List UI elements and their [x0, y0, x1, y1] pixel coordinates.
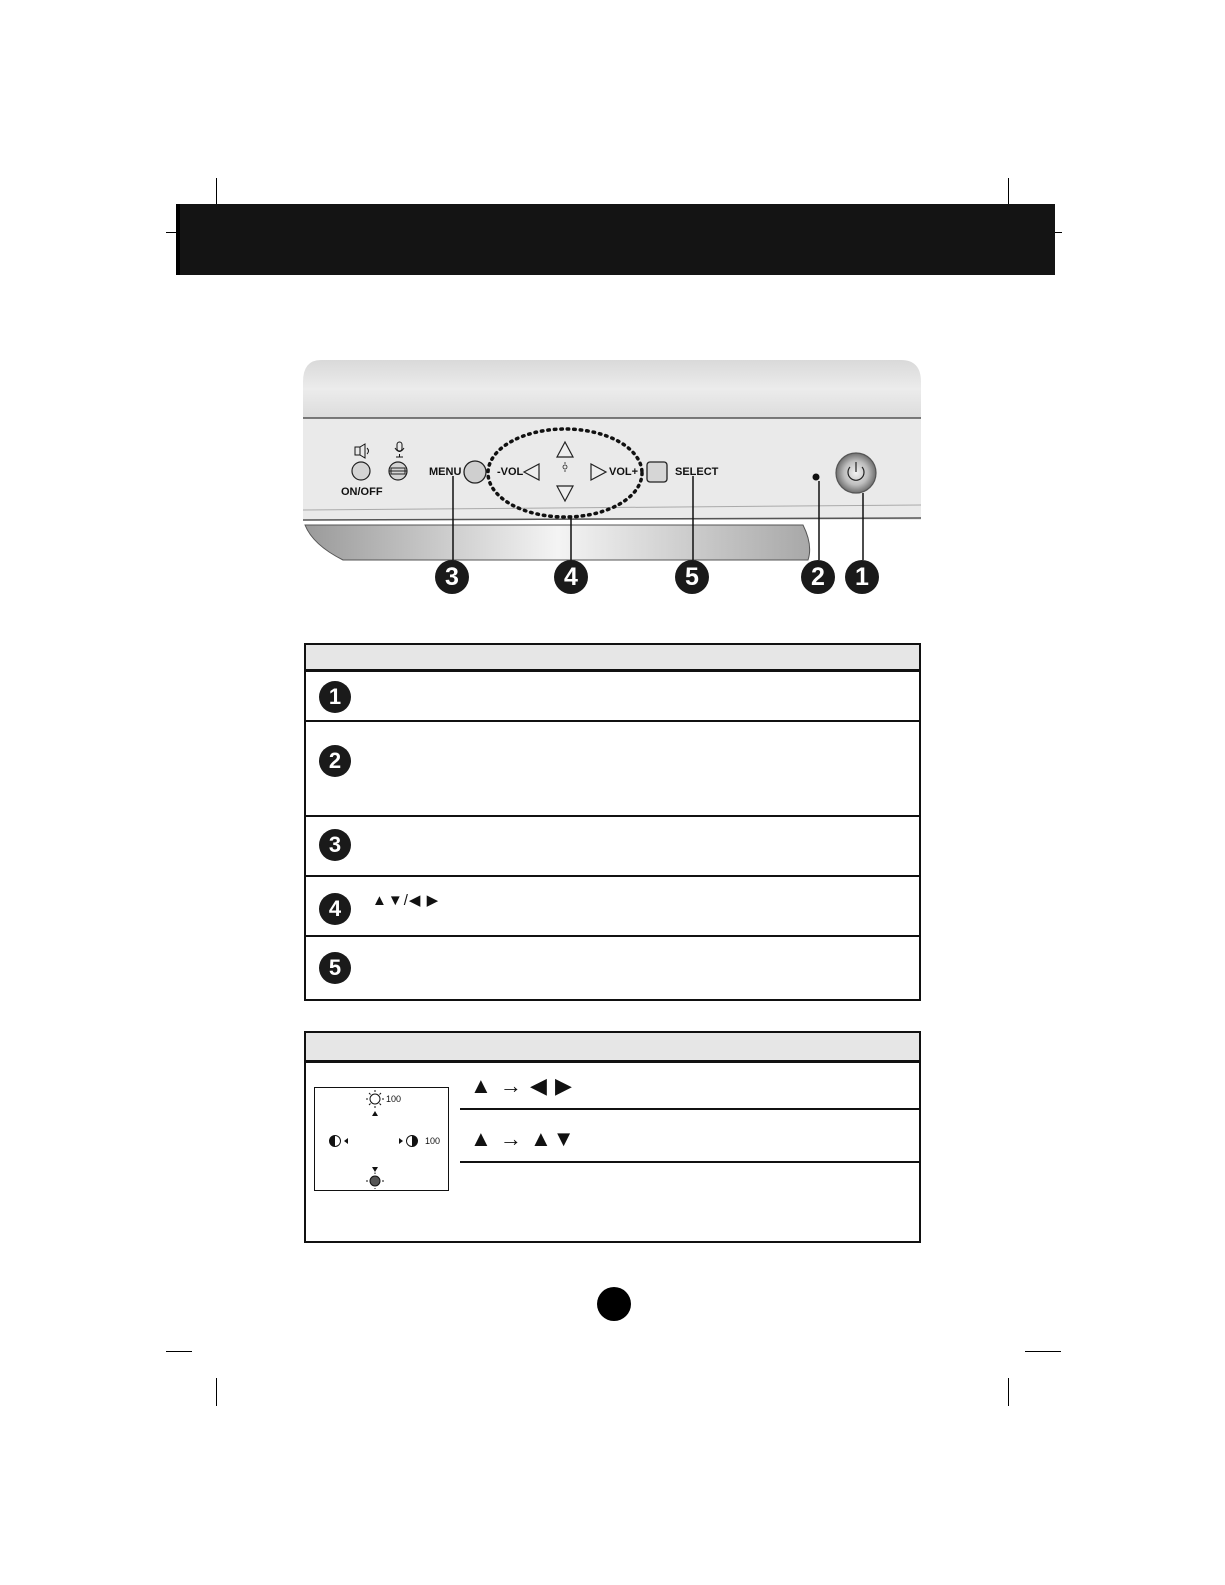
table-row: [306, 672, 919, 722]
table-row: [306, 722, 919, 817]
contrast-high-icon: [407, 1136, 418, 1147]
vol-plus-label: VOL+: [609, 466, 639, 478]
row-divider: [460, 1108, 920, 1110]
brightness-low-icon: [366, 1173, 384, 1190]
contrast-low-icon: [330, 1136, 341, 1147]
crop-mark: [166, 1351, 192, 1352]
direction-symbols: ▲▼/◀ ▶: [372, 892, 440, 909]
osd-preview: [314, 1087, 449, 1191]
power-button[interactable]: [836, 453, 876, 493]
callout-4: 4: [554, 560, 588, 594]
power-indicator: [813, 474, 820, 481]
crop-mark: [1025, 1351, 1061, 1352]
callout-3: 3: [435, 560, 469, 594]
on-off-label: ON/OFF: [341, 486, 383, 498]
crop-mark: [1008, 1378, 1009, 1406]
arrow-sequence: ▲ → ▲▼: [470, 1126, 576, 1151]
table-row: [306, 817, 919, 877]
page-number-badge: [597, 1287, 631, 1321]
callout-1: 1: [845, 560, 879, 594]
menu-label: MENU: [429, 466, 462, 478]
table-header: [306, 645, 919, 672]
table-row: [306, 937, 919, 999]
arrow-sequence: ▲ → ◀ ▶: [470, 1073, 573, 1098]
table-header: [306, 1033, 919, 1063]
row-number-badge: 2: [319, 745, 351, 777]
menu-button[interactable]: [464, 461, 486, 483]
callout-5: 5: [675, 560, 709, 594]
crop-mark: [1008, 178, 1009, 206]
row-number-badge: 1: [319, 681, 351, 713]
control-panel-illustration: [303, 360, 923, 620]
speaker-on-off-button[interactable]: [352, 462, 370, 480]
row-divider: [460, 1161, 920, 1163]
table-row: [306, 877, 919, 937]
crop-mark: [216, 1378, 217, 1406]
brightness-value: 100: [386, 1094, 402, 1104]
row-number-badge: 3: [319, 829, 351, 861]
vol-minus-label: -VOL: [497, 466, 524, 478]
brightness-high-icon: [366, 1090, 384, 1108]
controls-table: [304, 643, 921, 1001]
header-bar: [176, 204, 1055, 275]
crop-mark: [216, 178, 217, 206]
row-number-badge: 5: [319, 952, 351, 984]
row-number-badge: 4: [319, 893, 351, 925]
callout-2: 2: [801, 560, 835, 594]
select-label: SELECT: [675, 466, 719, 478]
select-button[interactable]: [647, 462, 667, 482]
contrast-value: 100: [425, 1136, 441, 1146]
